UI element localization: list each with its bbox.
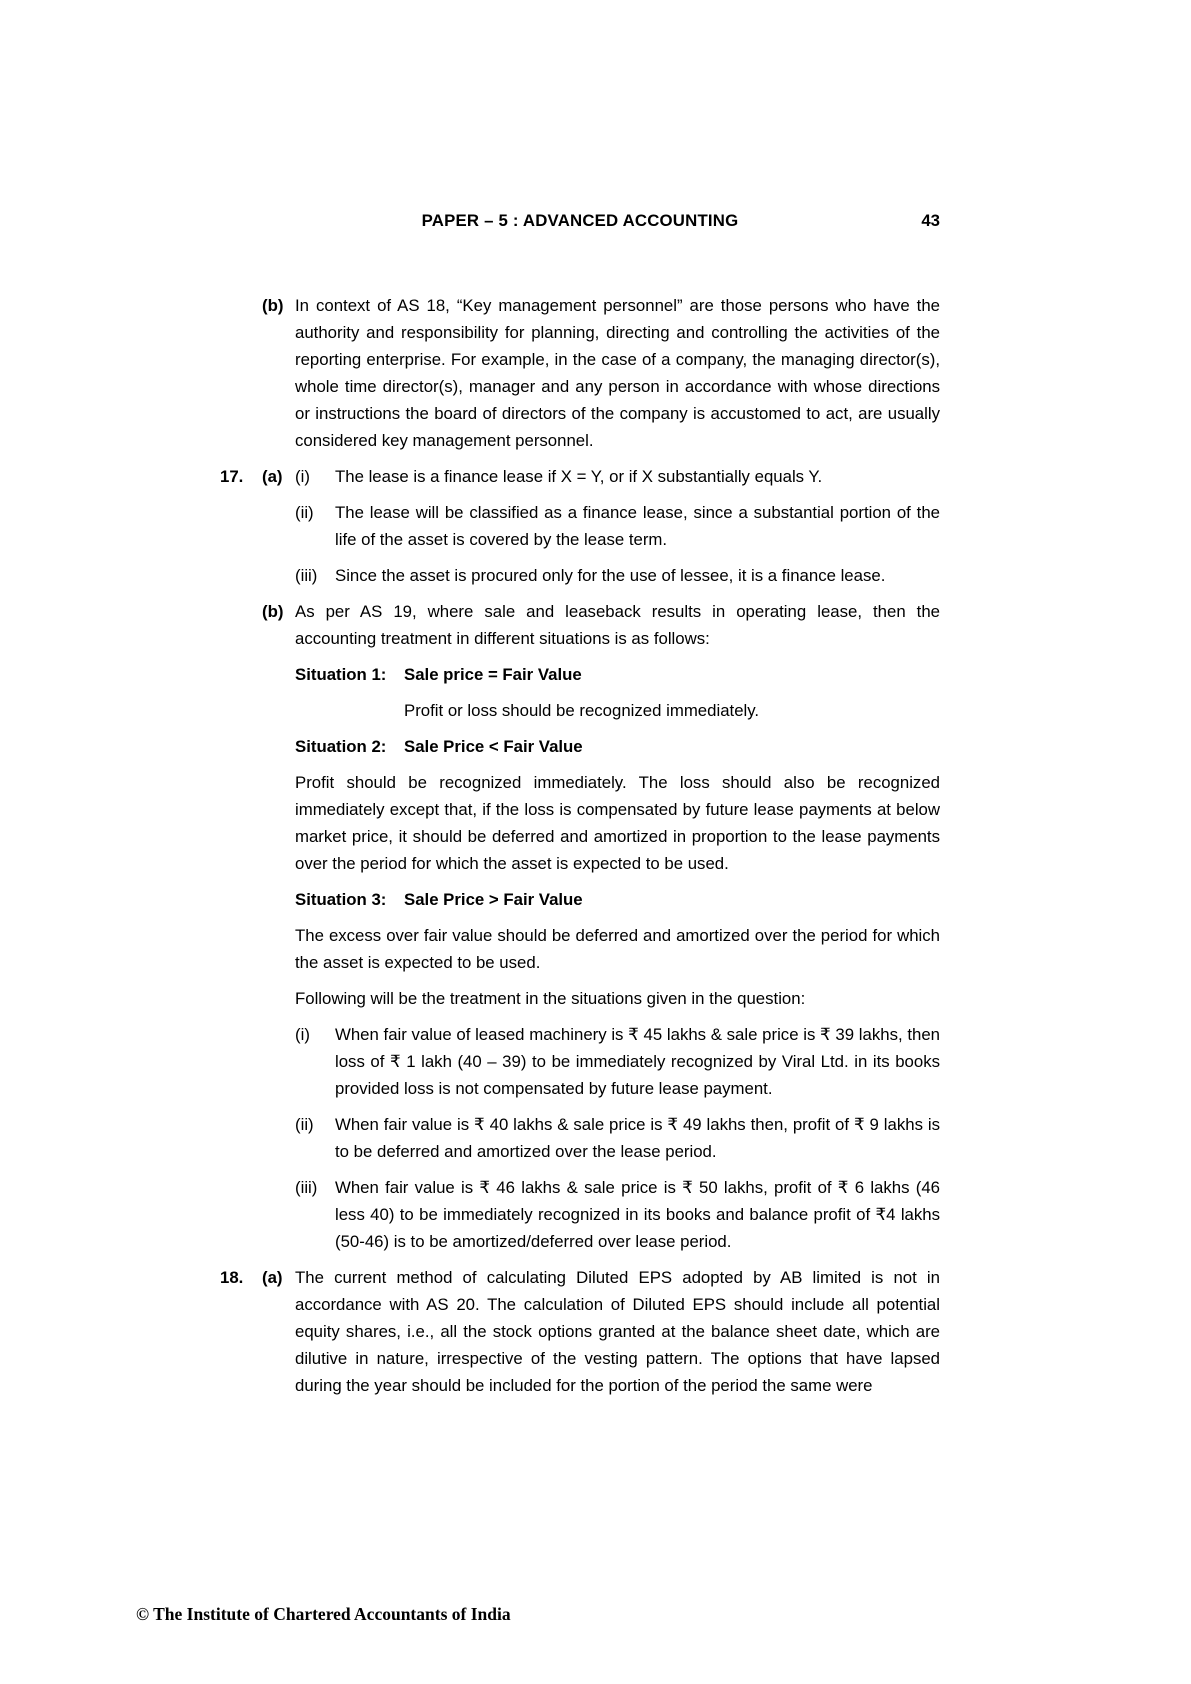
page-header [220, 207, 940, 234]
question-number: 17. [220, 467, 244, 486]
answer-block-17b [220, 598, 940, 1255]
list-item [295, 463, 940, 490]
paragraph-as19-intro: As per AS 19, where sale and leaseback results in operating lease, then the accounting treatment in different situations is as follows: [295, 602, 940, 648]
question-number-spacer [220, 598, 262, 1255]
situation-3-body: The excess over fair value should be deferred and amortized over the period for which the asset is expected to be used. [295, 926, 940, 972]
roman-numeral: (i) [295, 467, 310, 486]
answer-block-18a [220, 1264, 940, 1399]
answers-content [220, 292, 940, 1399]
list-item [295, 1021, 940, 1102]
list-item-text: The lease is a finance lease if X = Y, or if X substantially equals Y. [335, 467, 823, 486]
subpart-label: (a) [262, 1268, 283, 1287]
list-item-text: When fair value is ₹ 40 lakhs & sale price is ₹ 49 lakhs then, profit of ₹ 9 lakhs is to be deferred and amortized over the lease period. [335, 1115, 940, 1161]
list-item-text: When fair value of leased machinery is ₹ 45 lakhs & sale price is ₹ 39 lakhs, then loss of ₹ 1 lakh (40 – 39) to be immediately recognized by Viral Ltd. in its books provided loss is not compensated by future lease payment. [335, 1025, 940, 1098]
situation-1-heading [295, 661, 940, 688]
situation-title: Sale Price < Fair Value [404, 737, 583, 756]
list-item [295, 1111, 940, 1165]
paragraph-as20: The current method of calculating Diluted EPS adopted by AB limited is not in accordance with AS 20. The calculation of Diluted EPS should include all potential equity shares, i.e., all the stock options granted at the balance sheet date, which are dilutive in nature, irrespective of the vesting pattern. The options that have lapsed during the year should be included for the portion of the period the same were [295, 1268, 940, 1395]
list-item-text: Since the asset is procured only for the use of lessee, it is a finance lease. [335, 566, 886, 585]
situation-1-body: Profit or loss should be recognized immediately. [404, 701, 760, 720]
subpart-label: (a) [262, 467, 283, 486]
roman-numeral: (iii) [295, 566, 318, 585]
situation-2-body: Profit should be recognized immediately. The loss should also be recognized immediately except that, if the loss is compensated by future lease payments at below market price, it should be deferred and amortized in proportion to the lease payments over the period for which the asset is expected to be used. [295, 773, 940, 873]
situation-label: Situation 1: [295, 665, 387, 684]
paragraph-as18: In context of AS 18, “Key management personnel” are those persons who have the authority and responsibility for planning, directing and controlling the activities of the reporting enterprise. For example, in the case of a company, the managing director(s), whole time director(s), manager and any person in accordance with whose directions or instructions the board of directors of the company is accustomed to act, are usually considered key management personnel. [295, 296, 940, 450]
paper-title: PAPER – 5 : ADVANCED ACCOUNTING [421, 211, 739, 230]
list-item [295, 1174, 940, 1255]
situation-2-heading [295, 733, 940, 760]
subpart-body [295, 463, 940, 589]
roman-numeral: (i) [295, 1025, 310, 1044]
answer-block-b-as18 [220, 292, 940, 454]
page-number: 43 [921, 211, 940, 230]
roman-numeral: (iii) [295, 1178, 318, 1197]
situation-3-heading [295, 886, 940, 913]
list-item [295, 499, 940, 553]
following-treatment-line: Following will be the treatment in the situations given in the question: [295, 989, 806, 1008]
subpart-label: (b) [262, 602, 284, 621]
copyright-footer: © The Institute of Chartered Accountants of India [136, 1604, 511, 1624]
roman-numeral: (ii) [295, 503, 314, 522]
list-item [295, 562, 940, 589]
list-item-text: The lease will be classified as a finance lease, since a substantial portion of the life of the asset is covered by the lease term. [335, 503, 940, 549]
answer-block-17a [220, 463, 940, 589]
situation-label: Situation 2: [295, 737, 387, 756]
situation-title: Sale Price > Fair Value [404, 890, 583, 909]
roman-numeral: (ii) [295, 1115, 314, 1134]
situation-title: Sale price = Fair Value [404, 665, 582, 684]
subpart-label: (b) [262, 296, 284, 315]
document-body [220, 207, 940, 1399]
question-number: 18. [220, 1268, 244, 1287]
subpart-body [295, 598, 940, 1255]
question-number-spacer [220, 292, 262, 454]
list-item-text: When fair value is ₹ 46 lakhs & sale price is ₹ 50 lakhs, profit of ₹ 6 lakhs (46 less 40) to be immediately recognized in its books and balance profit of ₹4 lakhs (50-46) is to be amortized/deferred over lease period. [335, 1178, 940, 1251]
situation-label: Situation 3: [295, 890, 387, 909]
